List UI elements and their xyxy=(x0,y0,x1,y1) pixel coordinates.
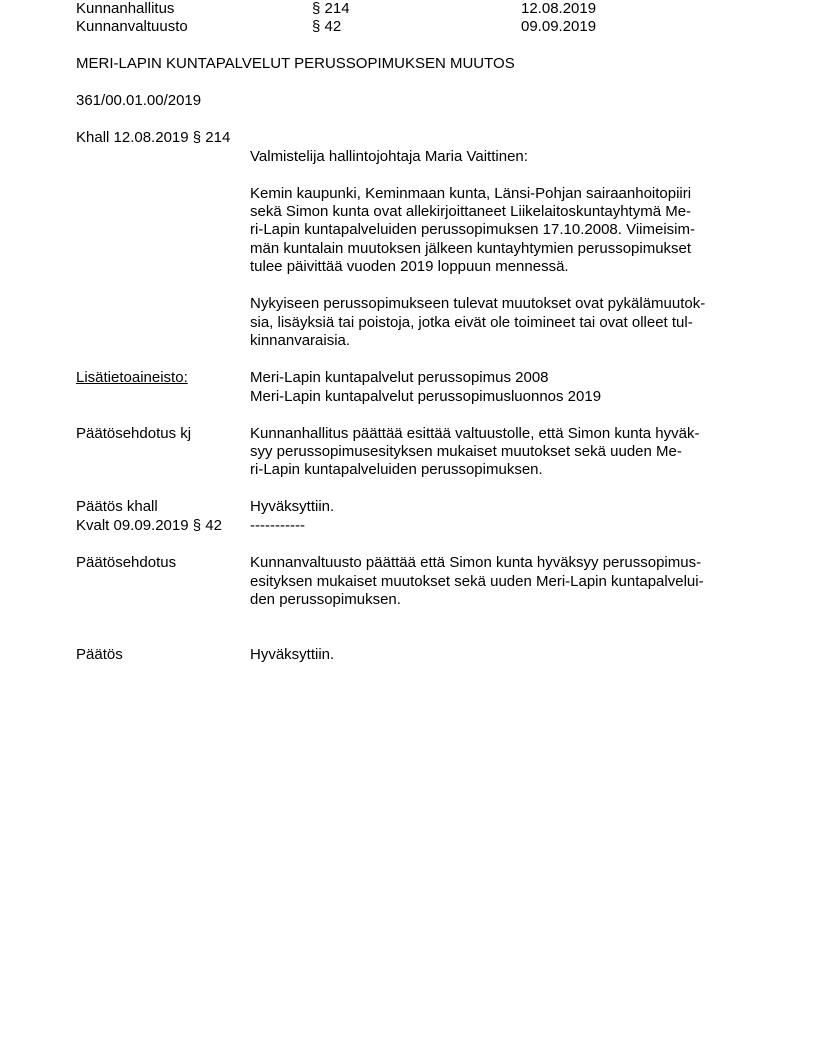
paragraph2-line-3: kinnanvaraisia. xyxy=(250,332,351,349)
paragraph2-line-2: sia, lisäyksiä tai poistoja, jotka eivät ole toimineet tai ovat olleet tul- xyxy=(250,314,693,331)
decision-khall-label: Päätös khall xyxy=(76,498,158,515)
proposal-line-2: esityksen mukaiset muutokset sekä uuden Meri-Lapin kuntapalvelui- xyxy=(250,573,704,590)
proposal-line-3: den perussopimuksen. xyxy=(250,591,401,608)
document-title: MERI-LAPIN KUNTAPALVELUT PERUSSOPIMUKSEN MUUTOS xyxy=(76,55,515,72)
decision-text: Hyväksyttiin. xyxy=(250,646,335,663)
paragraph1-line-4: män kuntalain muutoksen jälkeen kuntayhtymien perussopimukset xyxy=(250,240,692,257)
proposal-kj-line-2: syy perussopimusesityksen mukaiset muutokset sekä uuden Me- xyxy=(250,443,682,460)
meta-section-1: § 214 xyxy=(312,0,350,17)
meta-section-2: § 42 xyxy=(312,18,342,35)
decision-label: Päätös xyxy=(76,646,123,663)
additional-info-item-1: Meri-Lapin kuntapalvelut perussopimus 2008 xyxy=(250,369,549,386)
kvalt-reference: Kvalt 09.09.2019 § 42 xyxy=(76,517,222,534)
paragraph1-line-5: tulee päivittää vuoden 2019 loppuun mennessä. xyxy=(250,258,569,275)
meta-org-1: Kunnanhallitus xyxy=(76,0,175,17)
preparer-line: Valmistelija hallintojohtaja Maria Vaittinen: xyxy=(250,148,528,165)
meta-date-2: 09.09.2019 xyxy=(521,18,597,35)
additional-info-label: Lisätietoaineisto: xyxy=(76,369,188,386)
record-number: 361/00.01.00/2019 xyxy=(76,92,202,109)
decision-khall-text: Hyväksyttiin. xyxy=(250,498,335,515)
meta-org-2: Kunnanvaltuusto xyxy=(76,18,188,35)
proposal-kj-line-3: ri-Lapin kuntapalveluiden perussopimuksen. xyxy=(250,461,543,478)
paragraph1-line-1: Kemin kaupunki, Keminmaan kunta, Länsi-Pohjan sairaanhoitopiiri xyxy=(250,185,692,202)
meta-date-1: 12.08.2019 xyxy=(521,0,597,17)
proposal-line-1: Kunnanvaltuusto päättää että Simon kunta hyväksyy perussopimus- xyxy=(250,554,702,571)
paragraph2-line-1: Nykyiseen perussopimukseen tulevat muutokset ovat pykälämuutok- xyxy=(250,295,706,312)
proposal-kj-line-1: Kunnanhallitus päättää esittää valtuustolle, että Simon kunta hyväk- xyxy=(250,425,700,442)
proposal-label: Päätösehdotus xyxy=(76,554,177,571)
paragraph1-line-2: sekä Simon kunta ovat allekirjoittaneet Liikelaitoskuntayhtymä Me- xyxy=(250,203,692,220)
khall-reference: Khall 12.08.2019 § 214 xyxy=(76,129,231,146)
proposal-kj-label: Päätösehdotus kj xyxy=(76,425,192,442)
additional-info-item-2: Meri-Lapin kuntapalvelut perussopimusluonnos 2019 xyxy=(250,388,602,405)
kvalt-separator: ----------- xyxy=(250,517,305,534)
paragraph1-line-3: ri-Lapin kuntapalveluiden perussopimuksen 17.10.2008. Viimeisim- xyxy=(250,221,695,238)
